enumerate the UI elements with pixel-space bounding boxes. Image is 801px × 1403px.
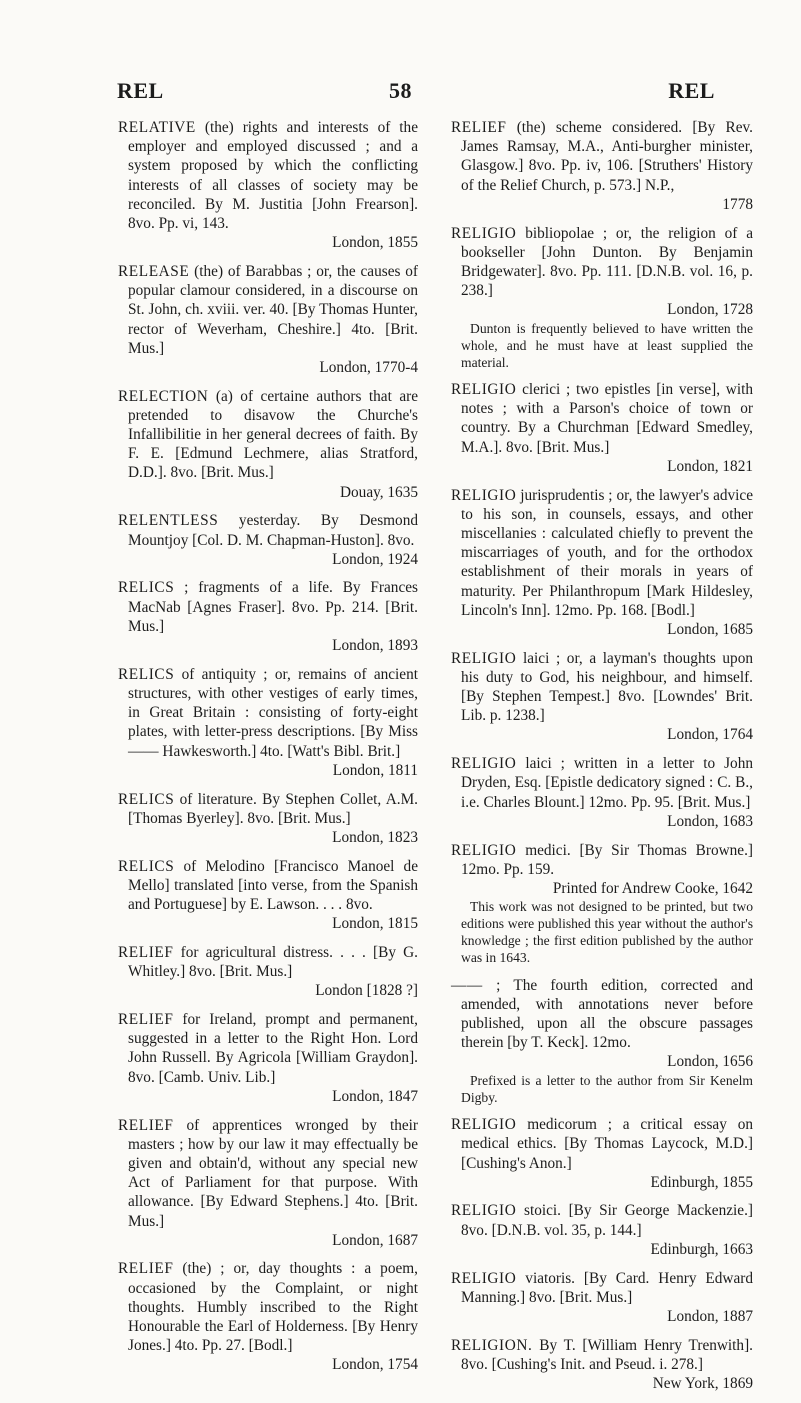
entry-note: Prefixed is a letter to the author from Sir Kenelm Digby. <box>461 1072 753 1105</box>
entry-text: (the) rights and interests of the employer and employed discussed ; and a system proposed by which the conflicting interests of all classes of society may be reconciled. By M. Justitia [John Frearson]. 8vo. Pp. vi, 143. <box>128 119 418 233</box>
entry-text: viatoris. [By Card. Henry Edward Manning.] 8vo. [Brit. Mus.] <box>461 1269 753 1306</box>
catalogue-entry <box>118 790 418 848</box>
entry-heading: RELATIVE <box>118 119 196 136</box>
entry-imprint: London, 1683 <box>667 812 753 830</box>
catalogue-entry <box>451 1115 753 1192</box>
entry-heading: RELIGION. <box>451 1336 533 1354</box>
entry-heading: RELIEF <box>118 1260 174 1278</box>
entry-imprint: London, 1770-4 <box>319 358 418 376</box>
entry-text: medici. [By Sir Thomas Browne.] 12mo. Pp. 159. <box>461 841 753 878</box>
catalogue-entry <box>451 976 753 1106</box>
catalogue-entry <box>118 511 418 569</box>
entry-heading: RELIEF <box>451 119 507 136</box>
right-column <box>451 118 753 1403</box>
entry-imprint: London, 1811 <box>332 761 418 779</box>
entry-imprint: London, 1855 <box>332 234 418 252</box>
entry-imprint: London, 1847 <box>332 1087 418 1105</box>
entry-text: yesterday. By Desmond Mountjoy [Col. D. M. Chapman-Huston]. 8vo. <box>128 512 418 549</box>
entry-imprint: London, 1893 <box>332 637 418 655</box>
entry-imprint: London, 1887 <box>667 1307 753 1325</box>
catalogue-entry <box>451 1269 753 1327</box>
catalogue-entry <box>118 387 418 502</box>
catalogue-entry <box>118 1259 418 1374</box>
entry-text: bibliopolae ; or, the religion of a bookseller [John Dunton. By Benjamin Bridgewater]. 8vo. Pp. 111. [D.N.B. vol. 16, p. 238.] <box>461 224 753 300</box>
entry-text: laici ; or, a layman's thoughts upon his duty to God, his neighbour, and himself. [By Stephen Tempest.] 8vo. [Lowndes' Brit. Lib. p. 1238.] <box>461 649 754 725</box>
entry-imprint: 1778 <box>722 195 753 213</box>
entry-text: (the) of Barabbas ; or, the causes of popular clamour considered, in a discourse on St. John, ch. xviii. ver. 40. [By Thomas Hunter, rector of Weverham, Cheshire.] 4to. [Brit. Mus.] <box>128 262 418 357</box>
entry-text: stoici. [By Sir George Mackenzie.] 8vo. [D.N.B. vol. 35, p. 144.] <box>461 1202 753 1239</box>
left-column <box>118 118 418 1384</box>
page-header <box>0 78 801 102</box>
catalogue-entry <box>451 486 753 640</box>
entry-heading: RELIGIO <box>451 486 517 504</box>
header-left-word: REL <box>117 78 164 103</box>
entry-text: for Ireland, prompt and permanent, suggested in a letter to the Right Hon. Lord John Russell. By Agricola [William Graydon]. 8vo. [Camb. Univ. Lib.] <box>128 1011 418 1086</box>
entry-heading: RELECTION <box>118 387 209 405</box>
entry-imprint: London, 1656 <box>667 1053 753 1071</box>
entry-heading: RELICS <box>118 857 175 875</box>
catalogue-entry <box>118 578 418 655</box>
catalogue-entry <box>118 665 418 780</box>
entry-imprint: Douay, 1635 <box>339 483 418 501</box>
entry-imprint: London, 1754 <box>332 1356 418 1374</box>
entry-imprint: London, 1728 <box>667 301 753 319</box>
entry-heading: RELIEF <box>118 1011 174 1029</box>
entry-heading: RELIGIO <box>451 224 517 242</box>
entry-text: By T. [William Henry Trenwith]. 8vo. [Cushing's Init. and Pseud. i. 278.] <box>461 1336 754 1373</box>
entry-heading: RELIGIO <box>451 1202 517 1220</box>
entry-heading: RELIEF <box>118 943 174 961</box>
catalogue-entry <box>118 118 418 252</box>
header-right-word: REL <box>668 78 715 103</box>
catalogue-entry <box>451 841 753 967</box>
catalogue-entry <box>118 1010 418 1106</box>
entry-note: This work was not designed to be printed, but two editions were published this year without the author's knowledge ; the first edition published by the author was in 1643. <box>461 899 753 966</box>
entry-imprint: London, 1924 <box>332 550 418 568</box>
entry-imprint: Printed for Andrew Cooke, 1642 <box>552 879 753 897</box>
entry-heading: RELICS <box>118 665 175 683</box>
entry-text: ; fragments of a life. By Frances MacNab [Agnes Fraser]. 8vo. Pp. 214. [Brit. Mus.] <box>128 579 418 635</box>
entry-imprint: Edinburgh, 1663 <box>650 1240 753 1258</box>
entry-text: (the) ; or, day thoughts : a poem, occasioned by the Complaint, or night thoughts. Humbly inscribed to the Right Honourable the Earl of Holderness. [By Henry Jones.] 4to. Pp. 27. [Bodl.] <box>128 1260 418 1355</box>
entry-imprint: London, 1764 <box>667 726 753 744</box>
entry-text: of Melodino [Francisco Manoel de Mello] translated [into verse, from the Spanish and Portuguese] by E. Lawson. . . . 8vo. <box>128 857 418 914</box>
entry-heading: RELICS <box>118 790 175 808</box>
entry-heading: RELEASE <box>118 262 190 280</box>
entry-heading: RELIEF <box>118 1116 174 1134</box>
catalogue-entry <box>451 754 753 831</box>
entry-heading: RELIGIO <box>451 755 517 773</box>
catalogue-entry <box>118 1116 418 1250</box>
entry-text: of literature. By Stephen Collet, A.M. [Thomas Byerley]. 8vo. [Brit. Mus.] <box>128 790 418 827</box>
entry-heading: RELENTLESS <box>118 512 219 530</box>
entry-text: (a) of certaine authors that are pretended to disavow the Churche's Infallibilitie in her general decrees of faith. By F. E. [Edmund Lechmere, alias Stratford, D.D.]. 8vo. [Brit. Mus.] <box>128 387 418 482</box>
entry-imprint: London, 1815 <box>332 915 418 933</box>
entry-text: of antiquity ; or, remains of ancient structures, with other vestiges of early times, in Great Britain : consisting of forty-eight plates, with letter-press descriptions. [By Miss —— Hawkesworth.] 4to. [Watt's Bibl. Brit.] <box>128 665 418 760</box>
catalogue-entry <box>451 649 753 745</box>
entry-text: (the) scheme considered. [By Rev. James Ramsay, M.A., Anti-burgher minister, Glasgow.] 8vo. Pp. iv, 106. [Struthers' History of the Relief Church, p. 573.] N.P., <box>461 119 753 194</box>
entry-imprint: London, 1823 <box>332 828 418 846</box>
page-number: 58 <box>389 78 412 103</box>
entry-imprint: Edinburgh, 1855 <box>650 1173 753 1191</box>
entry-text: medicorum ; a critical essay on medical ethics. [By Thomas Laycock, M.D.] [Cushing's Anon.] <box>461 1116 754 1172</box>
entry-heading: RELICS <box>118 579 175 597</box>
entry-heading: RELIGIO <box>451 649 517 667</box>
entry-heading: —— <box>451 976 483 994</box>
entry-imprint: London, 1821 <box>667 457 753 475</box>
entry-heading: RELIGIO <box>451 841 517 859</box>
entry-imprint: London [1828 ?] <box>315 982 418 1000</box>
catalogue-entry <box>118 943 418 1001</box>
entry-text: laici ; written in a letter to John Dryden, Esq. [Epistle dedicatory signed : C. B., i.e. Charles Blount.] 12mo. Pp. 95. [Brit. Mus.] <box>461 755 753 811</box>
catalogue-entry <box>451 118 753 214</box>
catalogue-entry <box>118 857 418 934</box>
entry-imprint: London, 1687 <box>332 1231 418 1249</box>
entry-note: Dunton is frequently believed to have written the whole, and he must have at least supplied the material. <box>461 320 753 370</box>
catalogue-entry <box>451 1201 753 1259</box>
entry-text: ; The fourth edition, corrected and amended, with annotations never before published, upon all the obscure passages therein [by T. Keck]. 12mo. <box>461 976 753 1052</box>
entry-text: for agricultural distress. . . . [By G. Whitley.] 8vo. [Brit. Mus.] <box>128 943 418 981</box>
catalogue-entry <box>451 380 753 476</box>
entry-heading: RELIGIO <box>451 1269 517 1287</box>
catalogue-entry <box>451 1336 753 1394</box>
entry-text: jurisprudentis ; or, the lawyer's advice to his son, in counsels, essays, and other miscellanies : calculated chiefly to prevent the miscarriages of youth, and for the orthodox establishment of their morals in years of maturity. Per Philanthropum [Mark Hildesley, Lincoln's Inn]. 12mo. Pp. 168. [Bodl.] <box>461 486 754 619</box>
catalogue-entry <box>451 224 753 371</box>
entry-text: clerici ; two epistles [in verse], with notes ; with a Parson's choice of town or country. By a Churchman [Edward Smedley, M.A.]. 8vo. [Brit. Mus.] <box>461 381 754 456</box>
entry-heading: RELIGIO <box>451 381 517 399</box>
entry-imprint: New York, 1869 <box>652 1375 753 1393</box>
catalogue-entry <box>118 262 418 377</box>
entry-heading: RELIGIO <box>451 1116 517 1134</box>
entry-text: of apprentices wronged by their masters ; how by our law it may effectually be given and obtain'd, without any special new Act of Parliament for that purpose. With allowance. [By Edward Stephens.] 4to. [Brit. Mus.] <box>128 1116 418 1230</box>
entry-imprint: London, 1685 <box>667 620 753 638</box>
